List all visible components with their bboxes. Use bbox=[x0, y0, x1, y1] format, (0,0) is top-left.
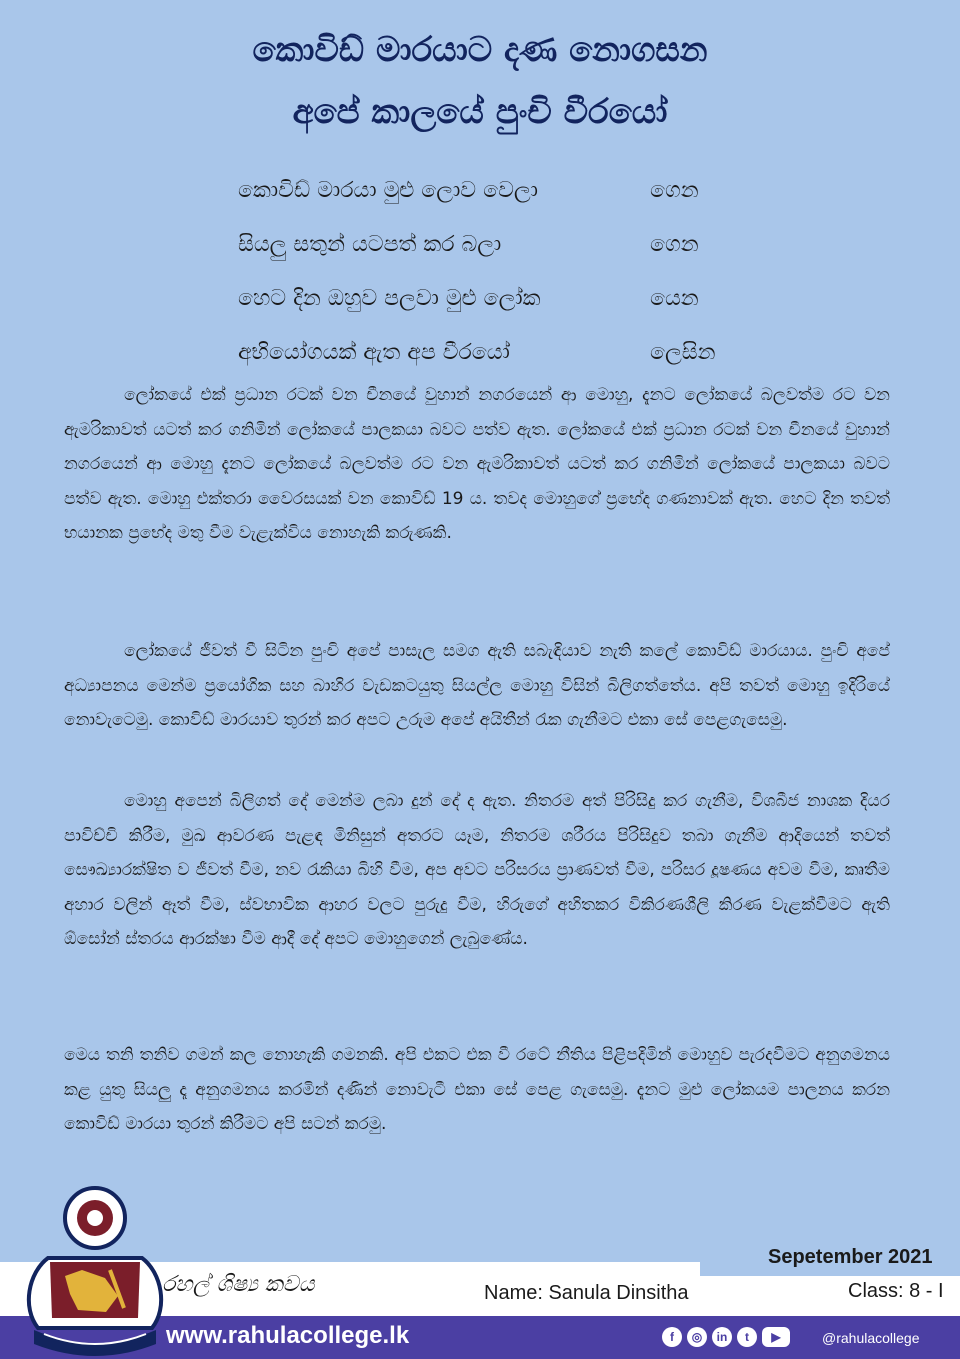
poem-line-end: ගෙන bbox=[650, 178, 699, 203]
poem-line-end: යෙන bbox=[650, 286, 699, 311]
author-class: Class: 8 - I bbox=[848, 1280, 944, 1302]
page-title-line-2: අපේ කාලයේ පුංචි වීරයෝ bbox=[292, 92, 668, 132]
poem-line bbox=[238, 232, 738, 286]
twitter-icon[interactable]: t bbox=[737, 1327, 757, 1347]
social-handle[interactable]: @rahulacollege bbox=[822, 1330, 920, 1346]
page-title-line-1: කොවිඩ් මාරයාට දණ නොගසන bbox=[252, 30, 708, 70]
linkedin-icon[interactable]: in bbox=[712, 1327, 732, 1347]
author-name: Name: Sanula Dinsitha bbox=[484, 1282, 689, 1304]
youtube-icon[interactable]: ▶ bbox=[762, 1327, 790, 1347]
college-crest-logo bbox=[20, 1178, 170, 1356]
paragraph-3: මොහු අපෙන් බිලිගත් දේ මෙන්ම ලබා දුන් දේ ද ඇත. නිතරම අත් පිරිසිදු කර ගැනීම, විශබීජ නාශක දියර පාවිච්චි කිරීම, මුඛ ආවරණ පැළඳ මිනිසුන් අතරට යෑම, නිතරම ශරීරය පිරිසිදුව තබා ගැනීම ආදියෙන් තවත් සෞඛ්‍යාරක්ෂිත ව ජීවත් වීම, නව රැකියා බිහි වීම, අප අවට පරිසරය ප්‍රාණවත් වීම, පරිසර දූෂණය අවම වීම, කෘතීම අහාර වලින් ඈත් වීම, ස්වභාවික ආහර වලට පුරුදු වීම, හිරුගේ අහිතකර විකිරණශීලි කිරණ වැළක්වීමට ඇති ඕසෝන් ස්තරය ආරක්ෂා වීම ආදී දේ අපට මොහුගෙන් ලැබුණේය. bbox=[64, 791, 890, 949]
facebook-icon[interactable]: f bbox=[662, 1327, 682, 1347]
paragraph-1: ලෝකයේ එක් ප්‍රධාන රටක් වන චීනයේ වුහාන් නගරයෙන් ආ මොහු, දැනට ලෝකයේ බලවත්ම රට වන ඇමරිකාවත් යටත් කර ගනිමින් ලෝකයේ පාලකයා බවට පත්ව ඇත. ලෝකයේ එක් ප්‍රධාන රටක් වන චීනයේ වුහාන් නගරයෙන් ආ මොහු දැනට ලෝකයේ බලවත්ම රට වන ඇමරිකාවත් යටත් කර ගනිමින් ලෝකයේ පාලකයා බවට පත්ව ඇත. මොහු එක්තරා වෛරසයක් වන කොවිඩ් 19 ය. තවද මොහුගේ ප්‍රභේද ගණනාවක් ඇත. හෙට දින තවත් භයානක ප්‍රභේද මතු වීම වැළැක්විය නොහැකි කරුණකි. bbox=[64, 385, 890, 543]
website-link[interactable]: www.rahulacollege.lk bbox=[166, 1322, 410, 1349]
poem-line-end: ගෙන bbox=[650, 232, 699, 257]
poem-line bbox=[238, 178, 738, 232]
social-icons bbox=[662, 1327, 790, 1347]
paragraph-4: මෙය තනි තනිව ගමන් කල නොහැකි ගමනකි. අපි එකට එක වී රටේ නීතිය පිළිපදිමින් මොහුව පැරදවීමට අනුගමනය කළ යුතු සියලු දෑ අනුගමනය කරමින් දණින් නොවැටී එකා සේ පෙළ ගැසෙමු. දැනට මුළු ලෝකයම පාලනය කරන කොවිඩ් මාරයා තුරන් කිරීමට අපි සටන් කරමු. bbox=[64, 1045, 890, 1134]
magazine-name: රහල් ශිෂ්‍ය කවය bbox=[162, 1272, 315, 1297]
poem bbox=[238, 178, 738, 394]
poem-line bbox=[238, 286, 738, 340]
poem-line-text: කොවිඩ් මාරයා මුළු ලොව වෙලා bbox=[238, 178, 538, 203]
paragraph-2: ලෝකයේ ජීවත් වී සිටින පුංචි අපේ පාසැල සමග ඇති සබැඳියාව නැති කලේ කොවිඩ් මාරයාය. පුංචි අපේ අධ්‍යාපනය මෙන්ම ප්‍රයෝගික සහ බාහිර වැඩකටයුතු සියල්ල මොහු විසින් බිලිගත්තේය. අපි තවත් මොහු ඉදිරියේ නොවැටෙමු. කොවිඩ් මාරයාව තුරන් කර අපට උරුම අපේ අයිතීන් රැක ගැනීමට එකා සේ පෙළගැසෙමු. bbox=[64, 641, 890, 730]
poem-line-text: සියලු සතුන් යටපත් කර බලා bbox=[238, 232, 502, 257]
poem-line-text: හෙට දින ඔහුව පලවා මුළු ලෝක bbox=[238, 286, 541, 311]
issue-date: Sepetember 2021 bbox=[768, 1246, 933, 1268]
instagram-icon[interactable]: ◎ bbox=[687, 1327, 707, 1347]
poem-line-end: ලෙසින bbox=[650, 340, 716, 365]
poem-line-text: අභියෝගයක් ඇත අප වීරයෝ bbox=[238, 340, 510, 365]
